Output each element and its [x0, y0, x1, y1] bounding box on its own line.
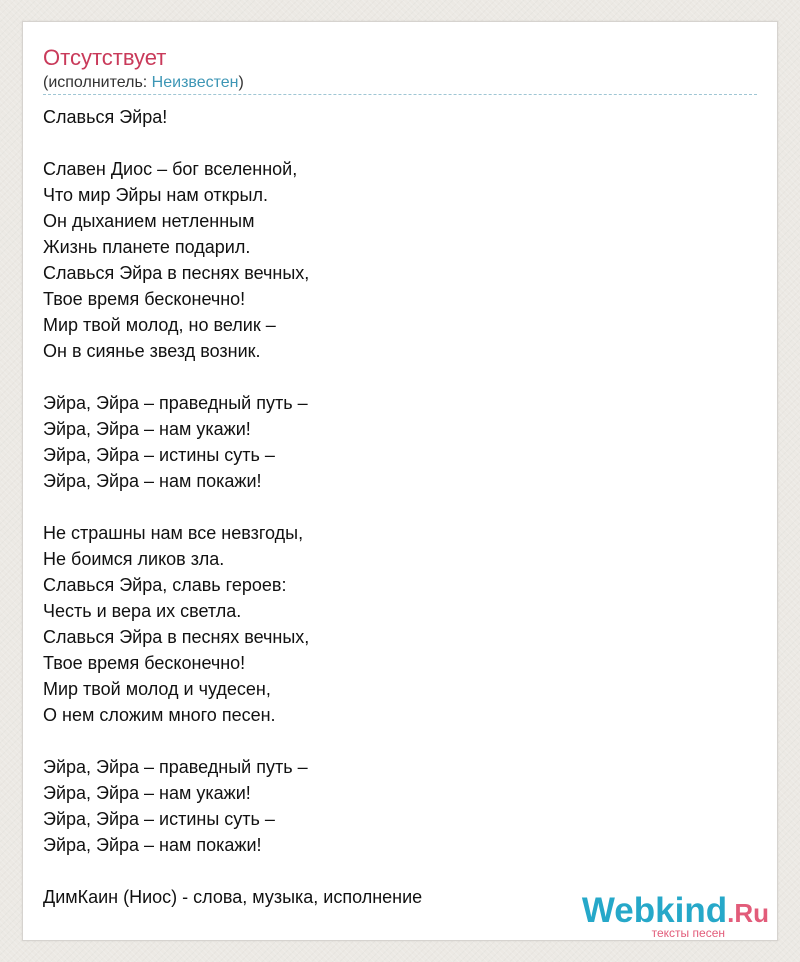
stanza-break [43, 130, 743, 156]
lyric-line: Эйра, Эйра – нам укажи! [43, 783, 251, 803]
logo-main-text: Webkind [581, 891, 728, 930]
lyric-line: Эйра, Эйра – нам покажи! [43, 471, 262, 491]
artist-line [43, 73, 244, 93]
lyric-line: Эйра, Эйра – нам укажи! [43, 419, 251, 439]
lyric-line: Что мир Эйры нам открыл. [43, 185, 268, 205]
artist-link[interactable]: Неизвестен [151, 74, 239, 91]
lyrics-body [43, 104, 743, 910]
lyric-line: Он в сиянье звезд возник. [43, 341, 261, 361]
lyric-line: Эйра, Эйра – праведный путь – [43, 757, 308, 777]
lyric-line: Эйра, Эйра – нам покажи! [43, 835, 262, 855]
lyric-line: Честь и вера их светла. [43, 601, 242, 621]
lyric-line: Эйра, Эйра – истины суть – [43, 445, 275, 465]
lyric-line: Славься Эйра в песнях вечных, [43, 627, 310, 647]
logo-suffix-text: .Ru [727, 898, 769, 928]
stanza-break [43, 858, 743, 884]
artist-suffix: ) [238, 74, 244, 91]
divider [43, 94, 757, 95]
stanza-break [43, 728, 743, 754]
song-title: Отсутствует [43, 45, 167, 70]
lyric-line: О нем сложим много песен. [43, 705, 276, 725]
lyric-line: Славься Эйра в песнях вечных, [43, 263, 310, 283]
lyric-line: Эйра, Эйра – праведный путь – [43, 393, 308, 413]
lyric-line: Жизнь планете подарил. [43, 237, 251, 257]
artist-prefix: (исполнитель: [43, 74, 152, 91]
lyric-line: ДимКаин (Ниос) - слова, музыка, исполнение [43, 887, 423, 907]
lyric-line: Твое время бесконечно! [43, 653, 246, 673]
stanza-break [43, 364, 743, 390]
logo-tagline: тексты песен [651, 926, 725, 940]
lyric-line: Славься Эйра! [43, 107, 168, 127]
lyric-line: Не страшны нам все невзгоды, [43, 523, 304, 543]
lyric-line: Славен Диос – бог вселенной, [43, 159, 298, 179]
lyric-line: Эйра, Эйра – истины суть – [43, 809, 275, 829]
lyric-line: Твое время бесконечно! [43, 289, 246, 309]
lyrics-card [22, 21, 778, 941]
lyric-line: Он дыханием нетленным [43, 211, 255, 231]
lyric-line: Не боимся ликов зла. [43, 549, 225, 569]
webkind-logo[interactable] [579, 892, 769, 940]
lyric-line: Мир твой молод и чудесен, [43, 679, 271, 699]
lyric-line: Мир твой молод, но велик – [43, 315, 276, 335]
stanza-break [43, 494, 743, 520]
lyric-line: Славься Эйра, славь героев: [43, 575, 287, 595]
